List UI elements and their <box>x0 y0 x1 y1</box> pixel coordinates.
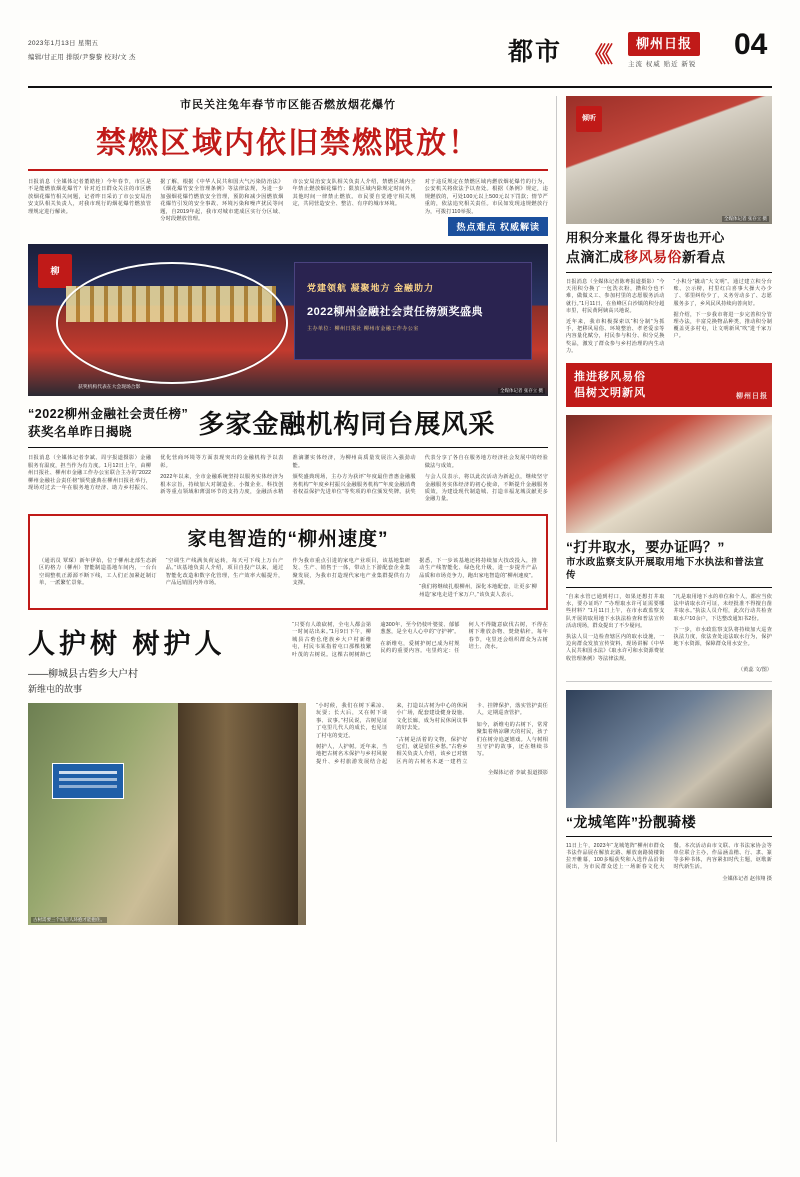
paper-logo: 柳州日报 <box>628 32 700 56</box>
right-column <box>566 96 772 882</box>
slogan-line1: 推进移风易俗 <box>574 371 646 384</box>
boxed-story <box>28 514 548 610</box>
ancient-tree-photo <box>28 703 306 925</box>
boxed-story-title: 家电智造的“柳州速度” <box>187 528 389 550</box>
screen-sub-text: 主办单位：柳州日报社 柳州市金融工作办公室 <box>307 326 419 333</box>
screen-title: 党建领航 凝聚地方 金融助力 <box>307 283 435 294</box>
right-story1-headline1: 用积分来量化 得牙齿也开心 <box>566 231 725 245</box>
tree-story-sub2: 新维屯的故事 <box>28 683 83 694</box>
right-story1-headline2 <box>566 247 772 267</box>
story2-paragraph: 2022年以来，全市金融系统坚持以服务实体经济为根本宗旨，持续加大对制造业、小微企业、科技创新等重点领域和薄弱环节的支持力度，金融活水精准滴灌实体经济，为柳州高质量发展注入强劲动能。 <box>160 455 416 496</box>
boxed-paragraph: 据悉，下一步该基地还将持续加大技改投入，推动生产线智能化、绿色化升级，进一步提升产品品质和市场竞争力，跑出家电智造的“柳州速度”。 <box>419 557 537 579</box>
slogan-line2: 倡树文明新风 <box>574 387 646 400</box>
boxed-paragraph: “我们将继续扎根柳州，深化本地配套，让更多‘柳州造’家电走进千家万户。”该负责人表示。 <box>419 584 537 598</box>
right-story1-paragraph: 日报消息（全媒体记者陈粤报道摄影）“今天用积分换了一包洗衣粉，攒积分也不难，做做义工、参加村里的志愿服务活动就行。”1月11日，在鱼峰区白沙镇的积分超市里，村民黄阿姨高兴地说。 <box>566 279 665 314</box>
lead-paragraph: 日报消息（全媒体记者董皓桂）今年春节，市区是不是能燃放烟花爆竹？针对近日群众关注的市区燃放烟花爆竹相关问题，记者昨日采访了市公安局治安支队相关负责人，对我市现行的烟花爆竹燃放管理规定进行解读。 <box>28 179 152 215</box>
right-story2-paragraph: 下一步，市水政监察支队将持续加大巡查执法力度，依法查处违法取水行为，保护地下水资源，保障群众用水安全。 <box>673 626 772 648</box>
boxed-story-body <box>39 558 537 599</box>
water-enforcement-photo <box>566 415 772 533</box>
tree-story-sub1: ——柳城县古砦乡大户村 <box>28 668 138 680</box>
stage-screen <box>294 262 532 360</box>
story2-headline: 多家金融机构同台展风采 <box>198 409 496 440</box>
tree-trunk <box>178 703 298 925</box>
lead-paragraph: 市公安局治安支队相关负责人介绍，禁燃区域内全年禁止燃放烟花爆竹；限放区域内除规定时间外，其他时间一律禁止燃放。市民要自觉遵守相关规定，共同营造安全、整洁、有序的城市环境。 <box>292 179 416 208</box>
headline-rule <box>28 169 548 171</box>
tree-story-byline: 全媒体记者 李斌 报道摄影 <box>488 770 548 777</box>
paper-slogan-tags: 主流 权威 贴近 新锐 <box>628 61 697 68</box>
tree-paragraph: 树护人，人护树。近年来，当地把古树名木保护与乡村风貌提升、乡村旅游发展结合起来，打造以古树为中心的休闲小广场，配套建设健身设施、文化长廊，成为村民休闲议事的好去处。 <box>316 702 468 765</box>
right-story1-rule <box>566 272 772 273</box>
headline2-pre: 点滴汇成 <box>566 249 624 265</box>
tree-paragraph: “小时候，我们在树下乘凉、玩耍；长大后，又在树下谈事、议事。”村民说，古树见证了屯里几代人的成长，也见证了村屯的变迁。 <box>316 702 388 739</box>
screen-main-text: 2022柳州金融社会责任榜颁奖盛典 <box>307 306 483 319</box>
tree-paragraph: “只要有人敢砍树，全屯人都会第一时间站出来。”1月9日下午，柳城县古砦仫佬族乡大户村新维屯，村民韦某指着屯口那棵枝繁叶茂的古树说。这棵古树树龄已逾300年，至今仍枝叶婆娑、郁郁葱葱，是全屯人心中的“守护神”。 <box>292 621 460 658</box>
right-story3-paragraph: 11日上午，2023年“龙城笔阵”柳州市群众书法作品展在解放北路、解放南路骑楼街拉开帷幕，100多幅获奖和入选作品沿街展出，为市民群众送上一场新春文化大餐。本次活动由市文联、市书法家协会等单位联合主办，作品涵盖楷、行、隶、篆等多种书体，内容紧扣时代主题，讴歌新时代新生活。 <box>566 842 772 871</box>
headline2-post: 新看点 <box>682 249 726 265</box>
slogan-corner-logo: 柳州日报 <box>736 393 768 401</box>
right-story1-body <box>566 279 772 355</box>
tree-paragraph: “古树是活着的文物，保护好它们，就是留住乡愁。”古砦乡相关负责人介绍，该乡已对辖区内的古树名木逐一建档立卡、挂牌保护，落实管护责任人，定期巡查管护。 <box>396 702 548 765</box>
right-story3-headline: “龙城笔阵”扮靓骑楼 <box>566 813 696 830</box>
right-story3-byline: 全媒体记者 赵伟翔 摄 <box>722 875 772 882</box>
story2-paragraph: 颁奖盛典现场，主办方为获评“年度最佳普惠金融服务机构”“年度乡村振兴金融服务机构”“年度金融消费者权益保护先进单位”等奖项的单位颁发奖牌。获奖代表分享了各自在服务地方经济社会发展中的经验做法与成效。 <box>292 455 548 496</box>
right-story1-paragraph: 近年来，我市积极探索以“积分制”为抓手，把移风易俗、环境整治、孝老爱亲等内容量化赋分，村民参与积分、积分兑换奖品，激发了群众参与乡村治理的内生动力。 <box>566 319 665 354</box>
story2-body <box>28 455 548 503</box>
hot-topic-badge: 热点难点 权威解读 <box>448 217 548 236</box>
tree-story-title: 人护树 树护人 <box>28 628 226 659</box>
lead-headline: 禁燃区域内依旧禁燃限放！ <box>96 127 480 160</box>
lead-paragraph: 对于违反规定在禁燃区域内燃放烟花爆竹的行为，公安机关将依法予以查处。根据《条例》规定，违规燃放的，可处100元以上500元以下罚款；情节严重的，依法追究相关责任。市民如发现违规燃放行为，可拨打110举报。 <box>424 179 548 215</box>
tree-photo-caption: 古树需要三个成年人环抱才能抱住。 <box>33 916 105 922</box>
photo-credit: 全媒体记者 张存立 摄 <box>500 388 543 394</box>
right-story3-rule <box>566 836 772 837</box>
lead-kicker: 市民关注兔年春节市区能否燃放烟花爆竹 <box>180 99 396 111</box>
masthead-rule <box>28 86 772 88</box>
right-story2-byline: （黄蕊 文/图） <box>737 666 772 673</box>
tree-story-head <box>28 622 548 695</box>
left-column <box>28 96 548 925</box>
boxed-paragraph: （通讯员 覃琛）新年伊始，位于柳州北部生态新区的格力（柳州）智能制造基地车间内，一台台空调整机正源源不断下线，工人们正加紧赶制订单，一派繁忙景象。 <box>39 557 157 587</box>
lead-paragraph: 据了解，根据《中华人民共和国大气污染防治法》《烟花爆竹安全管理条例》等法律法规，为进一步加强烟花爆竹燃放安全管理，预防和减少因燃放烟花爆竹引发的安全事故、环境污染和噪声扰民等问题，自2019年起，我市对城市建成区实行分区域、分时段燃放管理。 <box>160 179 284 223</box>
photo-inner-caption: 获奖机构代表在大会现场合影 <box>78 385 141 391</box>
listen-stamp-icon: 倾听 <box>576 106 602 132</box>
right-story1-paragraph: “小积分”撬动“大文明”。通过建立积分台账、公示榜，村里红白喜事大操大办少了、邻里纠纷少了，义务劳动多了、志愿服务多了，乡风民风持续向善向好。 <box>673 279 772 307</box>
chevron-left-icon: 《《 <box>584 42 610 67</box>
photo-highlight-oval <box>56 262 288 384</box>
tree-paragraph: 如今，新维屯的古树下，常常聚集着纳凉聊天的村民，孩子们在树旁追逐嬉戏。人与树相互守护的故事，还在继续书写。 <box>476 721 548 758</box>
tree-story-body <box>28 703 548 925</box>
moral-campaign-photo <box>566 96 772 224</box>
tree-paragraph: 在新维屯，爱树护树已成为村规民约的重要内容。屯里约定：任何人不得随意砍伐古树，不得在树下堆放杂物、焚烧秸秆。每年春节，屯里还会组织群众为古树培土、浇水。 <box>380 621 548 655</box>
calligraphy-exhibition-photo <box>566 690 772 808</box>
page-number: 04 <box>734 28 768 61</box>
editorial-credits: 编辑/甘正用 排版/尹黎黎 校对/文 杰 <box>28 54 136 61</box>
masthead <box>28 28 772 84</box>
story2-subhead-line2: 获奖名单昨日揭晓 <box>28 425 133 440</box>
boxed-paragraph: 作为我市重点引进的家电产业项目，该基地集研发、生产、销售于一体，带动上下游配套企业集聚发展，为我市打造现代家电产业集群提供有力支撑。 <box>292 557 411 587</box>
story2-subhead-line1: “2022柳州金融社会责任榜” <box>28 407 189 422</box>
right-divider <box>566 681 772 682</box>
section-title: 都市 <box>508 38 563 66</box>
story2-headline-group <box>28 404 548 441</box>
story2-rule <box>28 447 548 448</box>
right-story2-body <box>566 594 772 663</box>
story2-paragraph: 与会人员表示，将以此次活动为新起点，继续坚守金融服务实体经济的初心使命，不断提升金融服务质效，为建设现代制造城、打造幸福龙城贡献更多金融力量。 <box>424 474 548 503</box>
campaign-slogan-banner <box>566 363 772 407</box>
story2-paragraph: 日报消息（全媒体记者李斌、周宇报道摄影）金融服务有温度，担当作为有力度。1月12日上午，由柳州日报社、柳州市金融工作办公室联合主办的“2022柳州金融社会责任榜”颁奖盛典在柳州日报社举行，现场对过去一年在服务地方经济、助力乡村振兴、优化营商环境等方面表现突出的金融机构予以表彰。 <box>28 455 284 492</box>
right-photo-credit: 全媒体记者 张存立 摄 <box>724 216 767 221</box>
award-ceremony-photo <box>28 244 548 396</box>
right-story2-paragraph: “自来水管已通到村口，如果还想打井取水，要办证吗？”“办理取水许可证需要哪些材料？”1月11日上午，在市水政监察支队开展的取用地下水执法检查和普法宣传活动现场，群众提出了不少疑问。 <box>566 594 665 629</box>
right-story2-headline1: “打井取水，要办证吗？” <box>566 539 725 556</box>
right-story2-paragraph: 执法人员一边检查辖区内的取水设施，一边向群众发放宣传资料，现场讲解《中华人民共和国水法》《取水许可和水资源费征收管理条例》等法律法规。 <box>566 634 665 662</box>
column-divider <box>556 96 557 1142</box>
right-story2-headline2: 市水政监察支队开展取用地下水执法和普法宣传 <box>566 557 765 582</box>
right-story2-rule <box>566 587 772 588</box>
headline2-red: 移风易俗 <box>624 249 682 265</box>
tree-protection-signboard <box>52 763 124 799</box>
right-story1-paragraph: 据介绍，下一步我市将进一步完善积分管理办法，丰富兑换物品种类，推动积分制覆盖更多村屯，让文明新风“吹”进千家万户。 <box>673 311 772 340</box>
publication-date: 2023年1月13日 星期五 <box>28 40 99 47</box>
boxed-paragraph: “空调生产线满负荷运转，每天可下线上万台产品。”该基地负责人介绍，项目自投产以来，通过智能化改造和数字化管理，生产效率大幅提升，产品远销国内外市场。 <box>165 557 284 587</box>
right-story2-paragraph: “凡是取用地下水的单位和个人，都应当依法申请取水许可证，未经批准不得擅自凿井取水。”执法人员介绍，此次行动共检查取水户10余户，下达整改通知书2份。 <box>673 594 772 622</box>
right-story3-body <box>566 843 772 872</box>
paper-stamp-icon: 柳 <box>38 254 72 288</box>
